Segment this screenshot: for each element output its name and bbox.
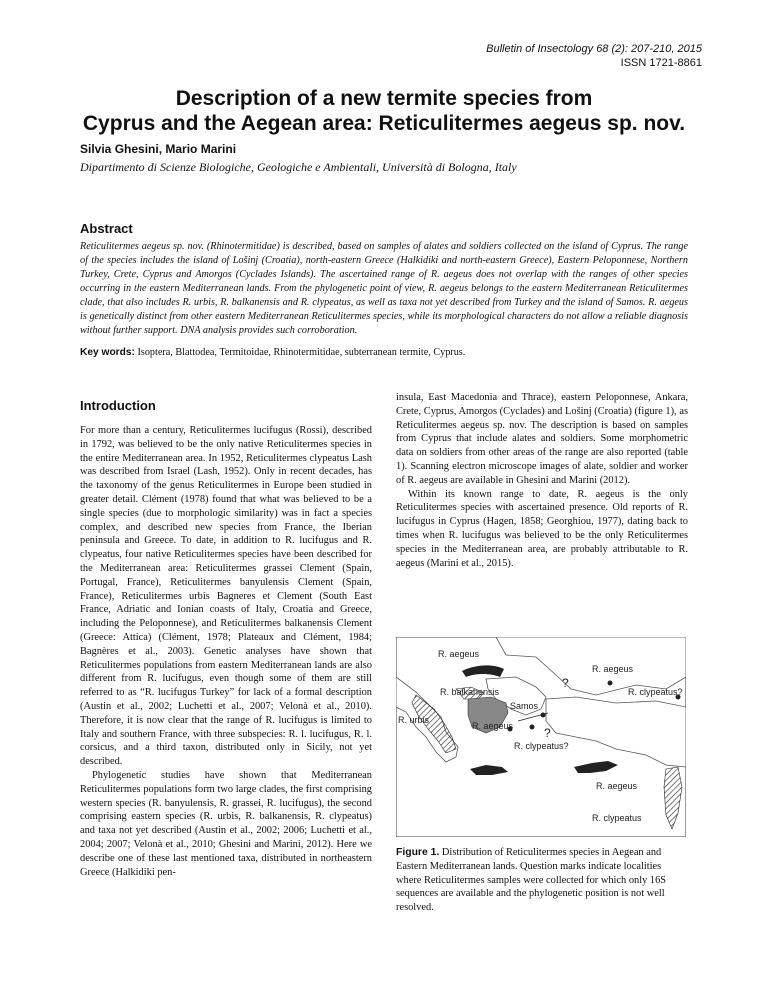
abstract-text: Reticulitermes aegeus sp. nov. (Rhinotermitidae) is described, based on samples of alates and soldiers collected on the island of Cyprus. The range of the species includes the island of Lošinj (Croatia), north-eastern Greece (Halkidiki and north-eastern Greece), Eastern Peloponnese, Northern Turkey, Crete, Cyprus and Amorgos (Cyclades Islands). The ascertained range of R. aegeus does not overlap with the ranges of other species occurring in the eastern Mediterranean lands. From the phylogenetic point of view, R. aegeus belongs to the eastern Mediterranean Reticulitermes clade, that also includes R. urbis, R. balkanensis and R. clypeatus, as well as taxa not yet described from Turkey and the island of Samos. R. aegeus is genetically distinct from other eastern Mediterranean Reticulitermes species, while its morphological characters do not allow a reliable diagnosis without further support. DNA analysis provides such corroboration. bbox=[80, 241, 688, 336]
map-label: R. clypeatus? bbox=[514, 741, 569, 751]
introduction-heading: Introduction bbox=[80, 398, 156, 413]
map-label: ? bbox=[562, 676, 569, 690]
map-label: R. aegeus bbox=[438, 649, 480, 659]
intro-paragraph: For more than a century, Reticulitermes lucifugus (Rossi), described in 1792, was believed to be the only native Reticulitermes species in the entire Mediterranean area. In 1952, Reticulitermes clypeatus Lash was described from Israel (Lash, 1952). Only in recent decades, has the taxonomy of the genus Reticulitermes in Europe been studied in greater detail. Clément (1978) found that what was believed to be a single species (due to morphologic similarity) was in fact a species complex, and described new species from France, the Iberian peninsula and Greece. To date, in addition to R. lucifugus and R. clypeatus, four native Reticulitermes species have been described for the Mediterranean area: Reticulitermes grassei Clement (Spain, Portugal, France), Reticulitermes banyulensis Clement (Spain, France), Reticulitermes urbis Bagneres et Clement (South East France, Adriatic and Ionian coasts of Italy, Croatia and Greece, including the Peloponnese), and Reticulitermes balkanensis Clement (Greece: Attica) (Clément, 1978; Plateaux and Clément, 1984; Bagnères et al., 2003). Genetic analyses have shown that Reticulitermes populations from eastern Mediterranean lands are also different from R. lucifugus, even though some of them are still referred to as “R. lucifugus Turkey” for lack of a formal description (Austin et al., 2002; Luchetti et al., 2007; Velonà et al., 2010). Therefore, it is now clear that the range of R. lucifugus is limited to Italy and southern France, with three subspecies: R. l. lucifugus, R. l. corsicus, and a third taxon, distributed only in Sicily, not yet described. bbox=[80, 425, 372, 768]
authors: Silvia Ghesini, Mario Marini bbox=[80, 142, 237, 156]
map-label: Samos bbox=[510, 701, 539, 711]
figure-caption-text: Distribution of Reticulitermes species in Aegean and Eastern Mediterranean lands. Question marks indicate localities where Reticulitermes samples were collected for which only 16S sequences are available and the phylogenetic position is not well resolved. bbox=[396, 847, 667, 914]
distribution-map bbox=[396, 637, 686, 837]
map-label: R. aegeus bbox=[592, 664, 634, 674]
map-label: R. balkanensis bbox=[440, 687, 500, 697]
keywords bbox=[80, 347, 688, 358]
left-column bbox=[80, 424, 372, 879]
abstract-heading: Abstract bbox=[80, 221, 133, 236]
map-label: R. aegeus bbox=[596, 781, 638, 791]
intro-paragraph: Within its known range to date, R. aegeus is the only Reticulitermes species with ascertained presence. Old reports of R. lucifugus in Cyprus (Hagen, 1858; Georghiou, 1977), dating back to times when R. lucifugus was believed to be the only Reticulitermes species in the Mediterranean area, are probably attributable to R. aegeus (Marini et al., 2015). bbox=[396, 488, 688, 569]
q-point bbox=[530, 725, 535, 730]
map-label: R. clypeatus? bbox=[628, 687, 683, 697]
keywords-label: Key words: bbox=[80, 347, 135, 358]
journal-citation: Bulletin of Insectology 68 (2): 207-210, 2015 bbox=[486, 43, 702, 55]
intro-paragraph: insula, East Macedonia and Thrace), eastern Peloponnese, Ankara, Crete, Cyprus, Amorgos (Cyclades) and Lošinj (Croatia) (figure 1), as Reticulitermes aegeus sp. nov. The description is based on samples from Cyprus that include alates and soldiers. Some morphometric data on soldiers from other areas of the range are also reported (table 1). Scanning electron microscope images of alate, soldier and worker of R. aegeus are available in Ghesini and Marini (2012). bbox=[396, 392, 688, 486]
ankara-point bbox=[608, 681, 613, 686]
map-label: R. aegeus bbox=[472, 721, 514, 731]
title-line-1: Description of a new termite species from bbox=[175, 87, 593, 110]
map-label: R. urbis bbox=[398, 715, 430, 725]
title-line-2: Cyprus and the Aegean area: Reticulitermes aegeus sp. nov. bbox=[82, 112, 686, 135]
intro-paragraph: Phylogenetic studies have shown that Mediterranean Reticulitermes populations form two large clades, the first comprising western species (R. banyulensis, R. grassei, R. lucifugus), the second comprising eastern species (R. urbis, R. balkanensis, R. clypeatus) and taxa not yet described (Austin et al., 2002; 2006; Luchetti et al., 2004; 2007; Velonà et al., 2010; Ghesini and Marini, 2012). Here we describe one of these last mentioned taxa, distributed in northeastern Greece (Halkidiki pen- bbox=[80, 769, 372, 878]
journal-header bbox=[486, 42, 702, 70]
map-label: R. clypeatus bbox=[592, 813, 642, 823]
figure-caption bbox=[396, 846, 688, 915]
right-column bbox=[396, 391, 688, 570]
keywords-text: Isoptera, Blattodea, Termitoidae, Rhinotermitidae, subterranean termite, Cyprus. bbox=[137, 347, 466, 358]
paper-title bbox=[40, 86, 728, 136]
figure-label: Figure 1. bbox=[396, 847, 440, 858]
map-label: ? bbox=[544, 726, 551, 740]
journal-issn: ISSN 1721-8861 bbox=[620, 57, 702, 69]
affiliation: Dipartimento di Scienze Biologiche, Geologiche e Ambientali, Università di Bologna, Italy bbox=[80, 160, 517, 174]
